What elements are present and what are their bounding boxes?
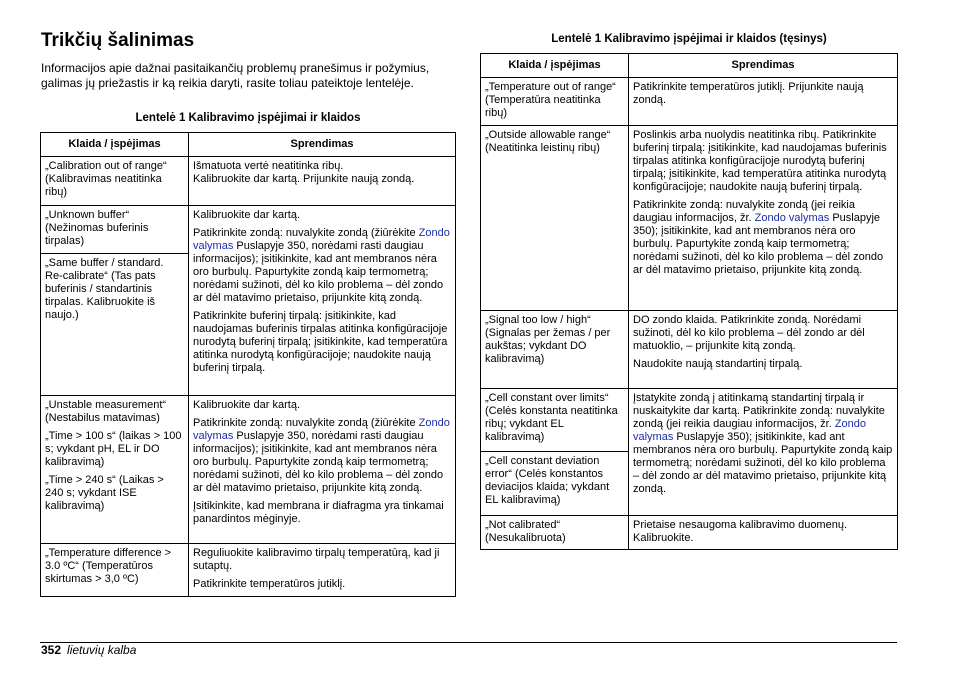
error-cell: [41, 157, 189, 206]
solution-text: Kalibruokite dar kartą.: [193, 209, 300, 221]
table-row: [41, 157, 456, 206]
table-header-row: [41, 133, 456, 157]
error-cell: [41, 544, 189, 597]
solution-text: Kalibruokite dar kartą. Prijunkite naują zondą.: [193, 173, 415, 185]
error-text: „Cell constant deviation error“ (Celės konstantos deviacijos klaida; vykdant EL kalibravimą): [485, 455, 610, 506]
solution-cell: [189, 157, 456, 206]
column-header-error: Klaida / įspėjimas: [481, 54, 629, 78]
calibration-errors-table-continued: [480, 53, 898, 550]
error-cell: [481, 389, 629, 516]
solution-cell: [189, 544, 456, 597]
solution-text: Naudokite naują standartinį tirpalą.: [633, 358, 803, 370]
solution-text: Patikrinkite temperatūros jutiklį. Prijunkite naują zondą.: [633, 81, 864, 106]
solution-text: Patikrinkite buferinį tirpalą: įsitikinkite, kad naudojamas buferinis tirpalas atitinka konfigūracijoje nurodytą buferinį tirpalą; įsitikinkite, kad temperatūra atitinka nurodytą konfigūracijoje; naudokite naują buferinį tirpalą.: [193, 310, 448, 374]
error-cell: [41, 396, 189, 544]
table-caption-left: Lentelė 1 Kalibravimo įspėjimai ir klaidos: [135, 112, 361, 124]
zondo-valymas-link[interactable]: Zondo valymas: [193, 227, 450, 252]
solution-cell: [629, 389, 898, 516]
error-text: „Signal too low / high“ (Signalas per žemas / per aukštas; vykdant DO kalibravimą): [485, 314, 611, 365]
page-number: 352: [41, 643, 62, 657]
error-text: „Calibration out of range“ (Kalibravimas neatitinka ribų): [45, 160, 167, 198]
column-header-error: Klaida / įspėjimas: [41, 133, 189, 157]
table-row: [481, 78, 898, 126]
error-text: „Temperature difference > 3.0 ºC“ (Temperatūros skirtumas > 3,0 ºC): [45, 547, 172, 585]
solution-cell: [629, 311, 898, 389]
solution-text: Patikrinkite temperatūros jutiklį.: [193, 578, 346, 590]
zondo-valymas-link[interactable]: Zondo valymas: [754, 212, 830, 224]
zondo-valymas-link[interactable]: Zondo valymas: [633, 418, 866, 443]
solution-cell: [629, 78, 898, 126]
error-cell: [481, 311, 629, 389]
solution-cell: [189, 206, 456, 396]
table-row: [41, 206, 456, 396]
error-text: „Not calibrated“ (Nesukalibruota): [485, 519, 566, 544]
solution-text: Poslinkis arba nuolydis neatitinka ribų. Patikrinkite buferinį tirpalą: įsitikinkite, kad naudojamas buferinis tirpalas atitinka konfigūracijoje nurodytą buferinį tirpalą; įsitikinkite, kad temperatūra atitinka nurodytą konfigūracijoje; naudokite naują buferinį tirpalą.: [633, 129, 887, 193]
solution-text-part: Patikrinkite zondą: nuvalykite zondą (žiūrėkite: [193, 417, 419, 429]
error-text: „Temperature out of range“ (Temperatūra neatitinka ribų): [485, 81, 616, 119]
column-header-solution: Sprendimas: [189, 133, 456, 157]
solution-text-part: Puslapyje 350); įsitikinkite, kad ant membranos nėra oro burbulų. Papurtykite zondą kaip termometrą; norėdami sužinoti, dėl ko kilo problema – dėl zondo ar dėl matavimo prietaiso, prijunkite kitą zondą.: [633, 212, 884, 276]
solution-cell: [189, 396, 456, 544]
page-footer: [41, 643, 136, 657]
error-text: „Cell constant over limits“ (Celės konstanta neatitinka ribų; vykdant EL kalibravimą): [481, 389, 628, 452]
solution-text: Įsitikinkite, kad membrana ir diafragma yra tinkamai panardintos mėginyje.: [193, 500, 444, 525]
table-row: [481, 516, 898, 550]
error-cell: [41, 206, 189, 396]
solution-text-part: Puslapyje 350, norėdami rasti daugiau informacijos); įsitikinkite, kad ant membranos nėra oro burbulų. Papurtykite zondą kaip termometrą; norėdami sužinoti, dėl ko kilo problema – dėl zondo ar dėl matavimo prietaiso, prijunkite kitą zondą.: [193, 240, 444, 304]
error-text: „Time > 240 s“ (Laikas > 240 s; vykdant ISE kalibravimą): [45, 474, 164, 512]
solution-text-part: Patikrinkite zondą: nuvalykite zondą (jei reikia daugiau informacijos, žr.: [633, 199, 855, 224]
solution-text: DO zondo klaida. Patikrinkite zondą. Norėdami sužinoti, dėl ko kilo problema – dėl zondo ar dėl matuoklio, – prijunkite kitą zondą.: [633, 314, 865, 352]
calibration-errors-table: [40, 132, 456, 597]
solution-text: Prietaise nesaugoma kalibravimo duomenų. Kalibruokite.: [633, 519, 848, 544]
footer-language: lietuvių kalba: [67, 643, 137, 657]
error-text: „Time > 100 s“ (laikas > 100 s; vykdant pH, EL ir DO kalibravimą): [45, 430, 182, 468]
zondo-valymas-link[interactable]: Zondo valymas: [193, 417, 450, 442]
table-row: [481, 126, 898, 311]
solution-text-part: Patikrinkite zondą: nuvalykite zondą (žiūrėkite: [193, 227, 419, 239]
solution-text: [193, 417, 451, 495]
solution-text: Išmatuota vertė neatitinka ribų.: [193, 160, 344, 172]
error-text: „Outside allowable range“ (Neatitinka leistinų ribų): [485, 129, 611, 154]
solution-text: [633, 392, 893, 496]
error-text: „Same buffer / standard. Re-calibrate“ (Tas pats buferinis / standartinis tirpalas. Kalibruokite iš naujo.): [45, 257, 164, 321]
error-cell: [481, 516, 629, 550]
solution-text: Reguliuokite kalibravimo tirpalų temperatūrą, kad ji sutaptų.: [193, 547, 440, 572]
solution-cell: [629, 516, 898, 550]
table-header-row: [481, 54, 898, 78]
solution-text-part: Įstatykite zondą į atitinkamą standartinį tirpalą ir nuskaitykite dar kartą. Patikrinkite zondą: nuvalykite zondą (jei reikia daugiau informacijos, žr.: [633, 392, 885, 430]
column-header-solution: Sprendimas: [629, 54, 898, 78]
table-caption-right: Lentelė 1 Kalibravimo įspėjimai ir klaidos (tęsinys): [551, 33, 827, 45]
error-cell: [481, 78, 629, 126]
solution-cell: [629, 126, 898, 311]
solution-text: [633, 199, 893, 277]
error-text: „Unknown buffer“ (Nežinomas buferinis tirpalas): [41, 206, 188, 254]
solution-text-part: Puslapyje 350); įsitikinkite, kad ant membranos nėra oro burbulų. Papurtykite zondą kaip termometrą; norėdami sužinoti, dėl ko kilo problema – dėl zondo ar dėl matavimo prietaiso, prijunkite kitą zondą.: [633, 431, 893, 495]
intro-paragraph: Informacijos apie dažnai pasitaikančių problemų pranešimus ir požymius, galimas jų priežastis ir ką reikia daryti, rasite toliau pateiktoje lentelėje.: [41, 61, 430, 90]
table-row: [481, 311, 898, 389]
solution-text-part: Puslapyje 350, norėdami rasti daugiau informacijos); įsitikinkite, kad ant membranos nėra oro burbulų. Papurtykite zondą kaip termometrą; norėdami sužinoti, dėl ko kilo problema – dėl zondo ar dėl matavimo prietaiso, prijunkite kitą zondą.: [193, 430, 444, 494]
page-title: Trikčių šalinimas: [41, 30, 195, 51]
table-row: [41, 544, 456, 597]
error-cell: [481, 126, 629, 311]
footer-divider: [40, 642, 897, 643]
error-text: „Unstable measurement“ (Nestabilus matavimas): [45, 399, 167, 424]
table-row: [481, 389, 898, 516]
table-row: [41, 396, 456, 544]
solution-text: Kalibruokite dar kartą.: [193, 399, 300, 411]
solution-text: [193, 227, 451, 305]
